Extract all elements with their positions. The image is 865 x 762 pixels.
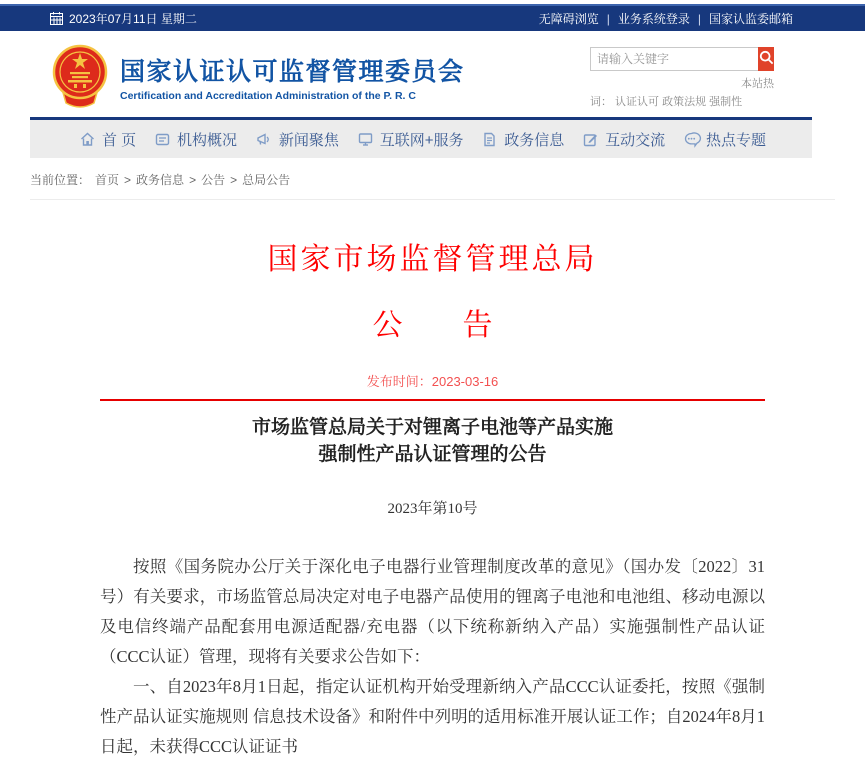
document-icon — [482, 132, 497, 147]
article-title-line1: 市场监管总局关于对锂离子电池等产品实施 — [251, 417, 613, 438]
issuing-agency-title: 国家市场监督管理总局 — [267, 243, 598, 276]
site-title: 国家认证认可监督管理委员会 — [120, 57, 465, 86]
chat-icon — [684, 132, 699, 147]
edit-icon — [583, 132, 598, 147]
topbar-date: 2023年07月11日 星期二 — [69, 12, 197, 26]
topbar-separator: | — [697, 11, 701, 26]
nav-item-internet-services[interactable] — [358, 129, 464, 150]
nav-item-label: 互联网+服务 — [379, 131, 464, 149]
breadcrumb-item-home[interactable]: 首页 — [95, 173, 120, 187]
nav-item-interaction[interactable] — [583, 129, 665, 150]
home-icon — [80, 132, 95, 147]
breadcrumb — [30, 158, 835, 200]
nav-item-news[interactable] — [256, 129, 339, 150]
nav-item-home[interactable] — [80, 129, 136, 150]
logo-text — [120, 57, 465, 102]
announcement-document — [100, 234, 765, 762]
article-body — [100, 552, 765, 762]
site-header — [0, 31, 865, 117]
article-paragraph: 按照《国务院办公厅关于深化电子电器行业管理制度改革的意见》（国办发〔2022〕31号）有关要求，市场监管总局决定对电子电器产品使用的锂离子电池和电池组、移动电源以及电信终端产品配套用电源适配器/充电器（以下统称新纳入产品）实施强制性产品认证（CCC认证）管理，现将有关要求公告如下： — [100, 557, 765, 666]
topbar-date-area — [50, 10, 197, 27]
page — [0, 4, 865, 756]
nav-item-government-info[interactable] — [482, 129, 564, 150]
building-icon — [155, 132, 170, 147]
breadcrumb-separator: > — [189, 172, 197, 187]
topbar-links — [539, 10, 793, 27]
nav-item-label: 新闻聚焦 — [278, 131, 339, 149]
topbar — [0, 4, 865, 31]
article-title — [100, 414, 765, 468]
monitor-icon — [358, 132, 373, 147]
search-area — [590, 47, 774, 109]
hotwords-line2: 词： 认证认可 政策法规 强制性 — [590, 96, 743, 108]
publish-date-label: 发布时间： — [366, 374, 432, 389]
breadcrumb-item-announcements[interactable]: 公告 — [201, 173, 226, 187]
topbar-separator: | — [606, 11, 610, 26]
publish-date-value: 2023-03-16 — [431, 374, 499, 389]
article-paragraph: 一、自2023年8月1日起，指定认证机构开始受理新纳入产品CCC认证委托，按照《强制性产品认证实施规则 信息技术设备》和附件中列明的适用标准开展认证工作；自2024年8月1日起，未获得CCC认证证书 — [100, 677, 765, 756]
topbar-link-accessibility[interactable]: 无障碍浏览 — [538, 12, 599, 26]
nav-item-label: 政务信息 — [504, 131, 565, 149]
document-type-title: 公 告 — [372, 309, 493, 342]
breadcrumb-separator: > — [124, 172, 132, 187]
search-input[interactable] — [590, 47, 758, 71]
national-emblem-icon — [52, 45, 108, 114]
main-nav — [30, 117, 812, 158]
red-divider — [100, 399, 765, 401]
breadcrumb-prefix: 当前位置： — [30, 173, 91, 187]
nav-item-label: 机构概况 — [177, 131, 238, 149]
nav-item-label: 互动交流 — [605, 131, 666, 149]
publish-date-line — [100, 371, 765, 390]
nav-item-organization[interactable] — [155, 129, 237, 150]
breadcrumb-separator: > — [230, 172, 238, 187]
nav-item-label: 首 页 — [102, 131, 137, 149]
search-icon — [759, 50, 774, 68]
topbar-link-business-login[interactable]: 业务系统登录 — [617, 12, 690, 26]
nav-item-label: 热点专题 — [705, 131, 766, 149]
breadcrumb-item-current: 总局公告 — [242, 173, 291, 187]
nav-item-hot-topics[interactable] — [684, 129, 766, 150]
search-button[interactable] — [758, 47, 774, 71]
document-number: 2023年第10号 — [387, 501, 478, 517]
megaphone-icon — [256, 132, 272, 147]
topbar-link-cnca-mailbox[interactable]: 国家认监委邮箱 — [708, 12, 793, 26]
calendar-icon — [50, 12, 63, 25]
breadcrumb-item-government-info[interactable]: 政务信息 — [136, 173, 185, 187]
hotwords-line1: 本站热 — [741, 78, 774, 90]
site-logo[interactable] — [52, 41, 465, 117]
article-title-line2: 强制性产品认证管理的公告 — [318, 444, 547, 465]
site-subtitle: Certification and Accreditation Administration of the P. R. C — [120, 89, 416, 102]
